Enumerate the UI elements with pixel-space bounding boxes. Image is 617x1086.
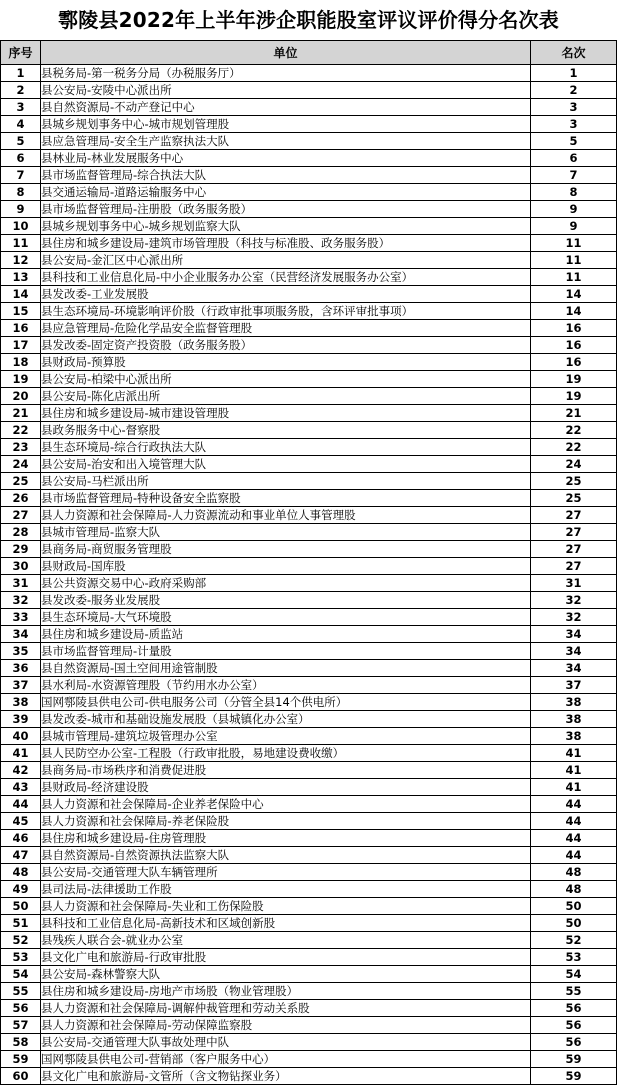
row-number-cell[interactable]: 16 [1,320,41,337]
row-number-cell[interactable]: 23 [1,439,41,456]
table-row [1,1034,617,1051]
row-number-cell[interactable]: 46 [1,830,41,847]
table-row [1,252,617,269]
rank-cell[interactable]: 11 [531,269,617,286]
table-row [1,524,617,541]
ranking-table [0,40,617,1085]
table-row [1,150,617,167]
row-number-cell[interactable]: 12 [1,252,41,269]
row-number-cell[interactable]: 45 [1,813,41,830]
row-number-cell[interactable]: 20 [1,388,41,405]
table-row [1,303,617,320]
unit-name-cell[interactable]: 县公安局-交通管理大队事故处理中队 [41,1034,531,1051]
rank-cell[interactable]: 11 [531,252,617,269]
unit-name-cell[interactable]: 县财政局-国库股 [41,558,531,575]
row-number-cell[interactable]: 6 [1,150,41,167]
row-number-cell[interactable]: 55 [1,983,41,1000]
rank-cell[interactable]: 27 [531,558,617,575]
rank-cell[interactable]: 44 [531,847,617,864]
row-number-cell[interactable]: 5 [1,133,41,150]
rank-cell[interactable]: 48 [531,881,617,898]
rank-cell[interactable]: 16 [531,320,617,337]
row-number-cell[interactable]: 53 [1,949,41,966]
unit-name-cell[interactable]: 县林业局-林业发展服务中心 [41,150,531,167]
table-row [1,1000,617,1017]
row-number-cell[interactable]: 4 [1,116,41,133]
rank-cell[interactable]: 9 [531,201,617,218]
table-row [1,320,617,337]
row-number-cell[interactable]: 8 [1,184,41,201]
rank-cell[interactable]: 56 [531,1017,617,1034]
table-row [1,473,617,490]
unit-name-cell[interactable]: 县人力资源和社会保障局-人力资源流动和事业单位人事管理股 [41,507,531,524]
unit-name-cell[interactable]: 县发改委-固定资产投资股（政务服务股） [41,337,531,354]
rank-cell[interactable]: 16 [531,354,617,371]
rank-cell[interactable]: 38 [531,728,617,745]
unit-name-cell[interactable]: 县公安局-交通管理大队车辆管理所 [41,864,531,881]
row-number-cell[interactable]: 32 [1,592,41,609]
rank-cell[interactable]: 21 [531,405,617,422]
table-row [1,422,617,439]
row-number-cell[interactable]: 21 [1,405,41,422]
rank-cell[interactable]: 2 [531,82,617,99]
table-row [1,218,617,235]
row-number-cell[interactable]: 7 [1,167,41,184]
row-number-cell[interactable]: 13 [1,269,41,286]
row-number-cell[interactable]: 19 [1,371,41,388]
table-row [1,558,617,575]
table-row [1,711,617,728]
table-row [1,133,617,150]
table-row [1,694,617,711]
row-number-cell[interactable]: 29 [1,541,41,558]
rank-cell[interactable]: 44 [531,796,617,813]
unit-name-cell[interactable]: 县人民防空办公室-工程股（行政审批股，易地建设费收缴） [41,745,531,762]
unit-name-cell[interactable]: 县自然资源局-自然资源执法监察大队 [41,847,531,864]
table-row [1,660,617,677]
rank-cell[interactable]: 27 [531,507,617,524]
row-number-cell[interactable]: 59 [1,1051,41,1068]
unit-name-cell[interactable]: 县人力资源和社会保障局-劳动保障监察股 [41,1017,531,1034]
table-row [1,847,617,864]
table-row [1,643,617,660]
unit-name-cell[interactable]: 县生态环境局-综合行政执法大队 [41,439,531,456]
table-row [1,1068,617,1085]
unit-name-cell[interactable]: 县水利局-水资源管理股（节约用水办公室） [41,677,531,694]
table-row [1,728,617,745]
table-row [1,456,617,473]
rank-cell[interactable]: 59 [531,1051,617,1068]
unit-name-cell[interactable]: 县司法局-法律援助工作股 [41,881,531,898]
unit-name-cell[interactable]: 县城市管理局-建筑垃圾管理办公室 [41,728,531,745]
rank-cell[interactable]: 19 [531,388,617,405]
rank-cell[interactable]: 50 [531,898,617,915]
rank-cell[interactable]: 53 [531,949,617,966]
rank-cell[interactable]: 59 [531,1068,617,1085]
row-number-cell[interactable]: 18 [1,354,41,371]
rank-cell[interactable]: 54 [531,966,617,983]
unit-name-cell[interactable]: 县科技和工业信息化局-高新技术和区域创新股 [41,915,531,932]
table-row [1,575,617,592]
row-number-cell[interactable]: 22 [1,422,41,439]
row-number-cell[interactable]: 35 [1,643,41,660]
table-row [1,813,617,830]
rank-cell[interactable]: 22 [531,439,617,456]
rank-cell[interactable]: 41 [531,745,617,762]
rank-cell[interactable]: 56 [531,1034,617,1051]
rank-cell[interactable]: 25 [531,473,617,490]
unit-name-cell[interactable]: 县市场监督管理局-综合执法大队 [41,167,531,184]
rank-cell[interactable]: 11 [531,235,617,252]
row-number-cell[interactable]: 50 [1,898,41,915]
rank-cell[interactable]: 9 [531,218,617,235]
rank-cell[interactable]: 56 [531,1000,617,1017]
table-row [1,184,617,201]
table-row [1,541,617,558]
table-row [1,762,617,779]
unit-name-cell[interactable]: 县文化广电和旅游局-文管所（含文物钻探业务） [41,1068,531,1085]
unit-name-cell[interactable]: 县商务局-商贸服务管理股 [41,541,531,558]
unit-name-cell[interactable]: 县公安局-马栏派出所 [41,473,531,490]
table-row [1,983,617,1000]
unit-name-cell[interactable]: 县人力资源和社会保障局-失业和工伤保险股 [41,898,531,915]
table-row [1,269,617,286]
table-body [1,65,617,1085]
table-row [1,949,617,966]
row-number-cell[interactable]: 24 [1,456,41,473]
row-number-cell[interactable]: 54 [1,966,41,983]
row-number-cell[interactable]: 36 [1,660,41,677]
unit-name-cell[interactable]: 县应急管理局-安全生产监察执法大队 [41,133,531,150]
rank-cell[interactable]: 24 [531,456,617,473]
rank-cell[interactable]: 7 [531,167,617,184]
rank-cell[interactable]: 22 [531,422,617,439]
rank-cell[interactable]: 48 [531,864,617,881]
row-number-cell[interactable]: 11 [1,235,41,252]
table-row [1,609,617,626]
row-number-cell[interactable]: 2 [1,82,41,99]
row-number-cell[interactable]: 9 [1,201,41,218]
table-row [1,932,617,949]
row-number-cell[interactable]: 39 [1,711,41,728]
table-row [1,116,617,133]
row-number-cell[interactable]: 26 [1,490,41,507]
rank-cell[interactable]: 25 [531,490,617,507]
row-number-cell[interactable]: 41 [1,745,41,762]
table-row [1,235,617,252]
unit-name-cell[interactable]: 县公安局-陈化店派出所 [41,388,531,405]
table-row [1,490,617,507]
table-row [1,371,617,388]
rank-cell[interactable]: 44 [531,813,617,830]
unit-name-cell[interactable]: 县发改委-工业发展股 [41,286,531,303]
rank-cell[interactable]: 31 [531,575,617,592]
unit-name-cell[interactable]: 县公安局-安陵中心派出所 [41,82,531,99]
unit-name-cell[interactable]: 县发改委-城市和基础设施发展股（县城镇化办公室） [41,711,531,728]
unit-name-cell[interactable]: 国网鄠陵县供电公司-供电服务公司（分管全县14个供电所） [41,694,531,711]
unit-name-cell[interactable]: 县税务局-第一税务分局（办税服务厅） [41,65,531,82]
table-row [1,592,617,609]
table-row [1,507,617,524]
table-row [1,1051,617,1068]
rank-cell[interactable]: 16 [531,337,617,354]
unit-name-cell[interactable]: 县生态环境局-环境影响评价股（行政审批事项服务股，含环评审批事项） [41,303,531,320]
row-number-cell[interactable]: 33 [1,609,41,626]
rank-cell[interactable]: 38 [531,711,617,728]
row-number-cell[interactable]: 56 [1,1000,41,1017]
table-row [1,405,617,422]
table-row [1,1017,617,1034]
row-number-cell[interactable]: 15 [1,303,41,320]
row-number-cell[interactable]: 52 [1,932,41,949]
unit-name-cell[interactable]: 县市场监督管理局-特种设备安全监察股 [41,490,531,507]
row-number-cell[interactable]: 60 [1,1068,41,1085]
row-number-cell[interactable]: 48 [1,864,41,881]
unit-name-cell[interactable]: 县公安局-森林警察大队 [41,966,531,983]
header-rank[interactable]: 名次 [531,41,617,65]
rank-cell[interactable]: 27 [531,524,617,541]
unit-name-cell[interactable]: 县城乡规划事务中心-城乡规划监察大队 [41,218,531,235]
table-row [1,201,617,218]
rank-cell[interactable]: 55 [531,983,617,1000]
rank-cell[interactable]: 52 [531,932,617,949]
table-row [1,898,617,915]
unit-name-cell[interactable]: 县住房和城乡建设局-建筑市场管理股（科技与标准股、政务服务股） [41,235,531,252]
unit-name-cell[interactable]: 县城乡规划事务中心-城市规划管理股 [41,116,531,133]
table-row [1,864,617,881]
rank-cell[interactable]: 19 [531,371,617,388]
table-row [1,439,617,456]
rank-cell[interactable]: 34 [531,643,617,660]
table-row [1,65,617,82]
unit-name-cell[interactable]: 县发改委-服务业发展股 [41,592,531,609]
table-row [1,966,617,983]
unit-name-cell[interactable]: 县公共资源交易中心-政府采购部 [41,575,531,592]
table-row [1,881,617,898]
unit-name-cell[interactable]: 县公安局-柏梁中心派出所 [41,371,531,388]
table-row [1,830,617,847]
unit-name-cell[interactable]: 县财政局-经济建设股 [41,779,531,796]
unit-name-cell[interactable]: 县自然资源局-国土空间用途管制股 [41,660,531,677]
unit-name-cell[interactable]: 县公安局-治安和出入境管理大队 [41,456,531,473]
rank-cell[interactable]: 27 [531,541,617,558]
row-number-cell[interactable]: 10 [1,218,41,235]
table-row [1,354,617,371]
header-row [1,41,617,65]
table-row [1,677,617,694]
rank-cell[interactable]: 14 [531,303,617,320]
rank-cell[interactable]: 41 [531,762,617,779]
rank-cell[interactable]: 5 [531,133,617,150]
table-row [1,915,617,932]
unit-name-cell[interactable]: 县商务局-市场秩序和消费促进股 [41,762,531,779]
unit-name-cell[interactable]: 县财政局-预算股 [41,354,531,371]
rank-cell[interactable]: 6 [531,150,617,167]
unit-name-cell[interactable]: 县交通运输局-道路运输服务中心 [41,184,531,201]
unit-name-cell[interactable]: 县人力资源和社会保障局-调解仲裁管理和劳动关系股 [41,1000,531,1017]
row-number-cell[interactable]: 14 [1,286,41,303]
row-number-cell[interactable]: 43 [1,779,41,796]
rank-cell[interactable]: 37 [531,677,617,694]
row-number-cell[interactable]: 57 [1,1017,41,1034]
row-number-cell[interactable]: 34 [1,626,41,643]
row-number-cell[interactable]: 28 [1,524,41,541]
table-row [1,337,617,354]
unit-name-cell[interactable]: 县住房和城乡建设局-房地产市场股（物业管理股） [41,983,531,1000]
row-number-cell[interactable]: 47 [1,847,41,864]
rank-cell[interactable]: 14 [531,286,617,303]
row-number-cell[interactable]: 38 [1,694,41,711]
row-number-cell[interactable]: 44 [1,796,41,813]
unit-name-cell[interactable]: 县政务服务中心-督察股 [41,422,531,439]
table-row [1,388,617,405]
unit-name-cell[interactable]: 县自然资源局-不动产登记中心 [41,99,531,116]
row-number-cell[interactable]: 31 [1,575,41,592]
unit-name-cell[interactable]: 县人力资源和社会保障局-企业养老保险中心 [41,796,531,813]
header-no[interactable]: 序号 [1,41,41,65]
rank-cell[interactable]: 32 [531,592,617,609]
unit-name-cell[interactable]: 县住房和城乡建设局-质监站 [41,626,531,643]
rank-cell[interactable]: 41 [531,779,617,796]
unit-name-cell[interactable]: 县残疾人联合会-就业办公室 [41,932,531,949]
unit-name-cell[interactable]: 县公安局-金汇区中心派出所 [41,252,531,269]
rank-cell[interactable]: 3 [531,116,617,133]
unit-name-cell[interactable]: 县科技和工业信息化局-中小企业服务办公室（民营经济发展服务办公室） [41,269,531,286]
unit-name-cell[interactable]: 县生态环境局-大气环境股 [41,609,531,626]
unit-name-cell[interactable]: 县人力资源和社会保障局-养老保险股 [41,813,531,830]
row-number-cell[interactable]: 37 [1,677,41,694]
row-number-cell[interactable]: 1 [1,65,41,82]
rank-cell[interactable]: 8 [531,184,617,201]
row-number-cell[interactable]: 25 [1,473,41,490]
unit-name-cell[interactable]: 县住房和城乡建设局-城市建设管理股 [41,405,531,422]
unit-name-cell[interactable]: 县住房和城乡建设局-住房管理股 [41,830,531,847]
unit-name-cell[interactable]: 县市场监督管理局-注册股（政务服务股） [41,201,531,218]
unit-name-cell[interactable]: 县市场监督管理局-计量股 [41,643,531,660]
row-number-cell[interactable]: 40 [1,728,41,745]
table-row [1,779,617,796]
row-number-cell[interactable]: 51 [1,915,41,932]
row-number-cell[interactable]: 30 [1,558,41,575]
row-number-cell[interactable]: 42 [1,762,41,779]
header-unit[interactable]: 单位 [41,41,531,65]
table-row [1,796,617,813]
rank-cell[interactable]: 44 [531,830,617,847]
table-row [1,286,617,303]
table-row [1,745,617,762]
table-row [1,167,617,184]
unit-name-cell[interactable]: 县文化广电和旅游局-行政审批股 [41,949,531,966]
row-number-cell[interactable]: 17 [1,337,41,354]
rank-cell[interactable]: 50 [531,915,617,932]
table-row [1,99,617,116]
row-number-cell[interactable]: 3 [1,99,41,116]
table-row [1,626,617,643]
unit-name-cell[interactable]: 县城市管理局-监察大队 [41,524,531,541]
row-number-cell[interactable]: 49 [1,881,41,898]
page-title: 鄠陵县2022年上半年涉企职能股室评议评价得分名次表 [58,8,559,32]
unit-name-cell[interactable]: 国网鄠陵县供电公司-营销部（客户服务中心） [41,1051,531,1068]
rank-cell[interactable]: 32 [531,609,617,626]
row-number-cell[interactable]: 58 [1,1034,41,1051]
rank-cell[interactable]: 34 [531,626,617,643]
table-row [1,82,617,99]
rank-cell[interactable]: 38 [531,694,617,711]
rank-cell[interactable]: 34 [531,660,617,677]
unit-name-cell[interactable]: 县应急管理局-危险化学品安全监督管理股 [41,320,531,337]
rank-cell[interactable]: 1 [531,65,617,82]
rank-cell[interactable]: 3 [531,99,617,116]
row-number-cell[interactable]: 27 [1,507,41,524]
